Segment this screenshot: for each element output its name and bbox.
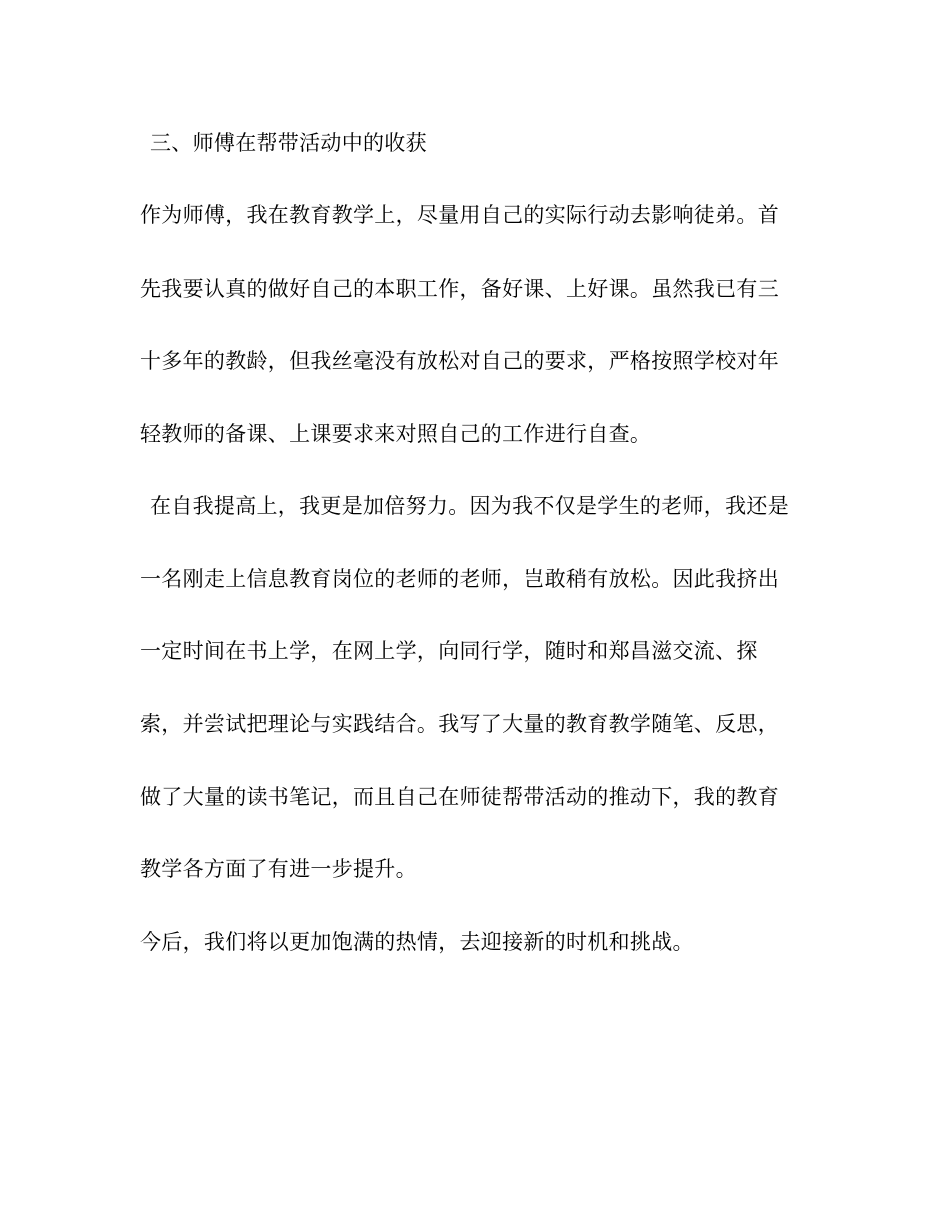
paragraph-line: 一名刚走上信息教育岗位的老师的老师，岂敢稍有放松。因此我挤出 <box>140 567 779 591</box>
paragraph-line: 先我要认真的做好自己的本职工作，备好课、上好课。虽然我已有三 <box>140 277 779 301</box>
section-heading: 三、师傅在帮带活动中的收获 <box>150 131 427 155</box>
paragraph-line: 今后，我们将以更加饱满的热情，去迎接新的时机和挑战。 <box>140 930 694 954</box>
paragraph-line: 做了大量的读书笔记，而且自己在师徒帮带活动的推动下，我的教育 <box>140 785 779 809</box>
paragraph-line: 轻教师的备课、上课要求来对照自己的工作进行自查。 <box>140 422 652 446</box>
paragraph-line: 十多年的教龄，但我丝毫没有放松对自己的要求，严格按照学校对年 <box>140 349 779 373</box>
paragraph-line: 一定时间在书上学，在网上学，向同行学，随时和郑昌滋交流、探 <box>140 639 758 663</box>
paragraph-line: 作为师傅，我在教育教学上，尽量用自己的实际行动去影响徒弟。首 <box>140 203 779 227</box>
paragraph-line: 在自我提高上，我更是加倍努力。因为我不仅是学生的老师，我还是 <box>150 494 789 518</box>
paragraph-line: 索，并尝试把理论与实践结合。我写了大量的教育教学随笔、反思， <box>140 712 779 736</box>
paragraph-line: 教学各方面了有进一步提升。 <box>140 857 417 881</box>
